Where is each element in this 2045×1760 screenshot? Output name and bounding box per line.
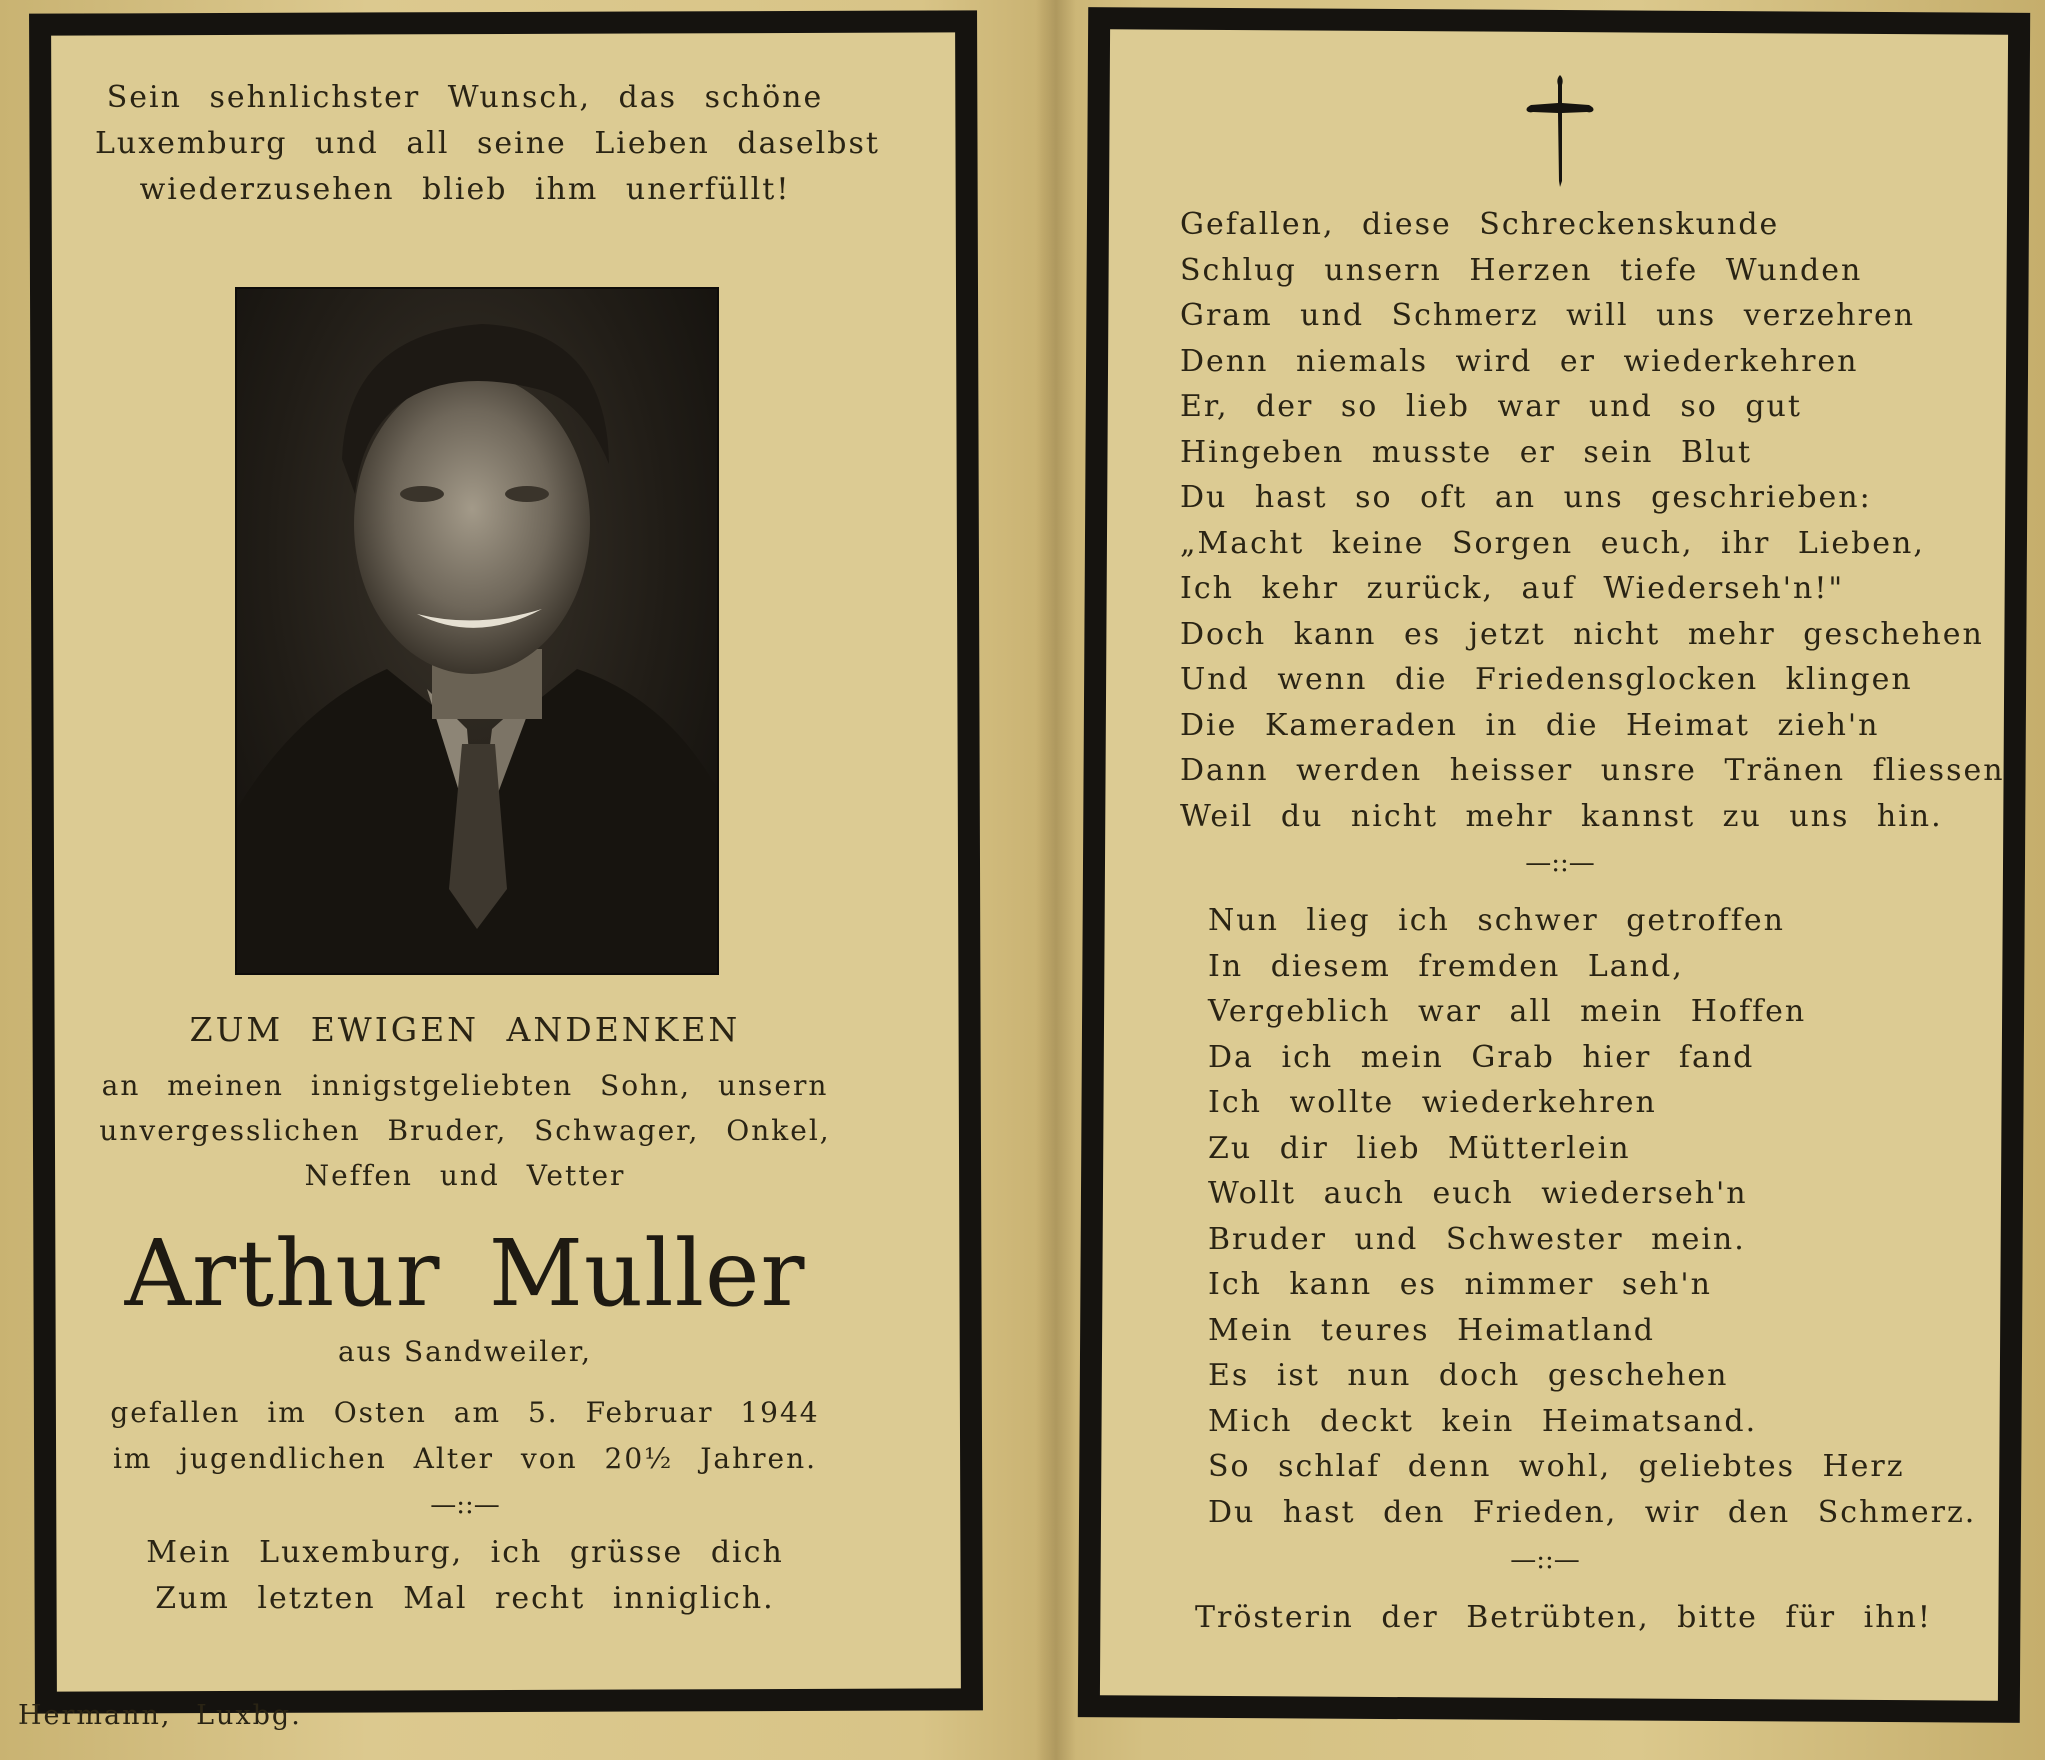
poem-line: Dann werden heisser unsre Tränen fliessen bbox=[1180, 753, 2005, 788]
poem-line: Es ist nun doch geschehen bbox=[1208, 1358, 1729, 1393]
deceased-name: Arthur Muller bbox=[124, 1220, 806, 1327]
dedication-line: unvergesslichen Bruder, Schwager, Onkel, bbox=[99, 1114, 831, 1147]
divider: —::— bbox=[1525, 848, 1595, 878]
poem-line: Er, der so lieb war und so gut bbox=[1180, 389, 1802, 424]
poem-line: Mich deckt kein Heimatsand. bbox=[1208, 1403, 1758, 1439]
poem-line: Doch kann es jetzt nicht mehr geschehen bbox=[1180, 616, 1984, 652]
poem-line: Nun lieg ich schwer getroffen bbox=[1208, 903, 1785, 938]
poem-line: Ich kann es nimmer seh'n bbox=[1208, 1267, 1712, 1302]
poem-line: Vergeblich war all mein Hoffen bbox=[1208, 994, 1807, 1029]
poem-line: Gram und Schmerz will uns verzehren bbox=[1180, 298, 1916, 333]
divider: —::— bbox=[1510, 1545, 1580, 1575]
dedication-line: an meinen innigstgeliebten Sohn, unsern bbox=[101, 1069, 829, 1102]
poem-line: „Macht keine Sorgen euch, ihr Lieben, bbox=[1180, 525, 1925, 561]
poem-line: Schlug unsern Herzen tiefe Wunden bbox=[1180, 252, 1863, 288]
poem-line: Du hast so oft an uns geschrieben: bbox=[1180, 480, 1872, 515]
death-info-line: im jugendlichen Alter von 20½ Jahren. bbox=[112, 1442, 818, 1475]
memorial-heading: ZUM EWIGEN ANDENKEN bbox=[189, 1010, 741, 1049]
poem-line: Bruder und Schwester mein. bbox=[1208, 1221, 1746, 1257]
death-info-line: gefallen im Osten am 5. Februar 1944 bbox=[110, 1396, 820, 1429]
dedication-line: Neffen und Vetter bbox=[304, 1159, 626, 1192]
origin: aus Sandweiler, bbox=[337, 1335, 593, 1368]
poem-line: Da ich mein Grab hier fand bbox=[1208, 1039, 1755, 1075]
poem-line: Zu dir lieb Mütterlein bbox=[1208, 1130, 1631, 1166]
poem-line: Hingeben musste er sein Blut bbox=[1180, 434, 1753, 470]
top-message-line: Luxemburg und all seine Lieben daselbst bbox=[95, 126, 880, 161]
printer-credit: Hermann, Luxbg. bbox=[18, 1700, 302, 1731]
closing-prayer: Trösterin der Betrübten, bitte für ihn! bbox=[1195, 1600, 1932, 1635]
farewell bbox=[95, 1530, 835, 1622]
poem-line: So schlaf denn wohl, geliebtes Herz bbox=[1208, 1449, 1905, 1484]
poem-line: Ich wollte wiederkehren bbox=[1208, 1085, 1657, 1120]
dedication bbox=[95, 1063, 835, 1198]
top-message-line: Sein sehnlichster Wunsch, das schöne bbox=[106, 80, 824, 115]
poem-line: Ich kehr zurück, auf Wiederseh'n!" bbox=[1180, 571, 1845, 606]
poem-line: Mein teures Heimatland bbox=[1208, 1312, 1655, 1348]
poem-stanza-2 bbox=[1208, 898, 1976, 1535]
top-message bbox=[95, 75, 880, 213]
poem-line: Denn niemals wird er wiederkehren bbox=[1180, 343, 1859, 379]
portrait-drawing bbox=[237, 289, 717, 973]
poem-line: Weil du nicht mehr kannst zu uns hin. bbox=[1180, 798, 1943, 834]
poem-line: Und wenn die Friedensglocken klingen bbox=[1180, 662, 1913, 697]
card-fold bbox=[1036, 0, 1076, 1760]
divider: —::— bbox=[430, 1490, 500, 1520]
top-message-line: wiederzusehen blieb ihm unerfüllt! bbox=[139, 172, 791, 207]
portrait-photo bbox=[235, 287, 719, 975]
poem-line: In diesem fremden Land, bbox=[1208, 948, 1684, 984]
cross-icon bbox=[1525, 75, 1595, 187]
poem-line: Gefallen, diese Schreckenskunde bbox=[1180, 207, 1780, 242]
farewell-line: Mein Luxemburg, ich grüsse dich bbox=[146, 1535, 784, 1570]
poem-line: Wollt auch euch wiederseh'n bbox=[1208, 1176, 1748, 1211]
death-info bbox=[95, 1390, 835, 1482]
poem-stanza-1 bbox=[1180, 202, 2005, 839]
poem-line: Die Kameraden in die Heimat zieh'n bbox=[1180, 707, 1880, 743]
farewell-line: Zum letzten Mal recht inniglich. bbox=[155, 1581, 775, 1616]
poem-line: Du hast den Frieden, wir den Schmerz. bbox=[1208, 1494, 1977, 1530]
